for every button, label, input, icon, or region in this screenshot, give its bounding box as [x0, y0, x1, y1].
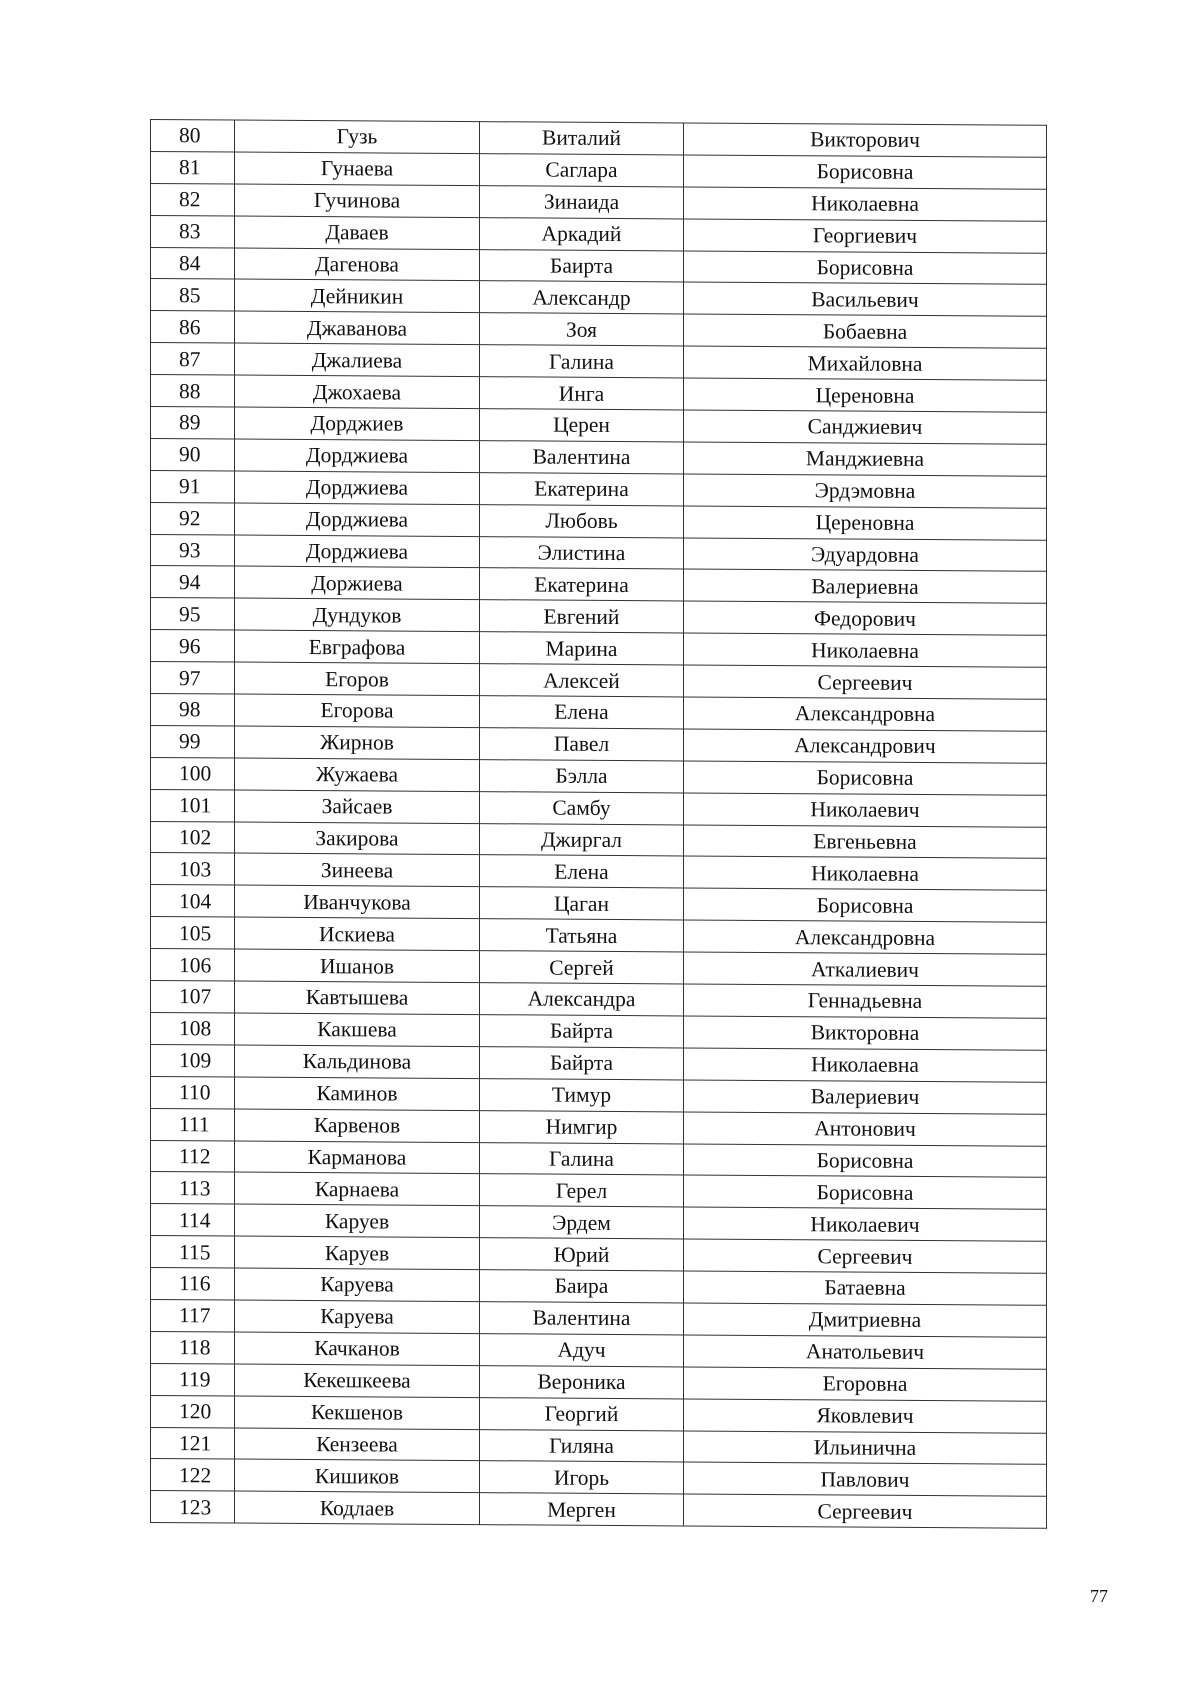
row-number-cell: 99	[151, 725, 235, 757]
last-name-cell: Каруева	[235, 1300, 480, 1333]
patronymic-cell: Павлович	[684, 1462, 1047, 1496]
patronymic-cell: Георгиевич	[684, 219, 1047, 253]
last-name-cell: Закирова	[235, 822, 480, 855]
last-name-cell: Дорджиева	[235, 503, 480, 536]
first-name-cell: Нимгир	[480, 1110, 684, 1143]
row-number-cell: 101	[151, 789, 235, 821]
row-number-cell: 97	[151, 662, 235, 694]
patronymic-cell: Николаевна	[684, 1048, 1047, 1082]
row-number-cell: 119	[151, 1363, 235, 1395]
patronymic-cell: Эдуардовна	[684, 538, 1047, 572]
patronymic-cell: Егоровна	[684, 1367, 1047, 1401]
last-name-cell: Зайсаев	[235, 790, 480, 823]
patronymic-cell: Батаевна	[684, 1271, 1047, 1305]
patronymic-cell: Борисовна	[684, 1175, 1047, 1209]
last-name-cell: Каруев	[235, 1204, 480, 1237]
first-name-cell: Джиргал	[480, 823, 684, 856]
row-number-cell: 123	[151, 1491, 235, 1523]
row-number-cell: 89	[151, 407, 235, 439]
first-name-cell: Игорь	[480, 1461, 684, 1494]
row-number-cell: 121	[151, 1427, 235, 1459]
row-number-cell: 105	[151, 917, 235, 949]
last-name-cell: Егоров	[235, 662, 480, 695]
patronymic-cell: Цереновна	[684, 506, 1047, 540]
first-name-cell: Зинаида	[480, 185, 684, 218]
row-number-cell: 102	[151, 821, 235, 853]
first-name-cell: Георгий	[480, 1397, 684, 1430]
patronymic-cell: Яковлевич	[684, 1399, 1047, 1433]
patronymic-cell: Борисовна	[684, 761, 1047, 795]
row-number-cell: 84	[151, 247, 235, 279]
first-name-cell: Байрта	[480, 1015, 684, 1048]
first-name-cell: Екатерина	[480, 472, 684, 505]
first-name-cell: Гиляна	[480, 1429, 684, 1462]
last-name-cell: Дундуков	[235, 598, 480, 631]
last-name-cell: Кавтышева	[235, 981, 480, 1014]
first-name-cell: Юрий	[480, 1238, 684, 1271]
row-number-cell: 120	[151, 1395, 235, 1427]
last-name-cell: Иванчукова	[235, 885, 480, 918]
last-name-cell: Кишиков	[235, 1459, 480, 1492]
first-name-cell: Алексей	[480, 664, 684, 697]
first-name-cell: Екатерина	[480, 568, 684, 601]
last-name-cell: Дейникин	[235, 279, 480, 312]
row-number-cell: 80	[151, 120, 235, 152]
patronymic-cell: Васильевич	[684, 282, 1047, 316]
first-name-cell: Аркадий	[480, 217, 684, 250]
first-name-cell: Адуч	[480, 1333, 684, 1366]
first-name-cell: Александр	[480, 281, 684, 314]
first-name-cell: Баирта	[480, 249, 684, 282]
patronymic-cell: Викторовна	[684, 1016, 1047, 1050]
last-name-cell: Дорджиева	[235, 471, 480, 504]
last-name-cell: Карвенов	[235, 1109, 480, 1142]
last-name-cell: Карманова	[235, 1141, 480, 1174]
last-name-cell: Дорджиева	[235, 535, 480, 568]
patronymic-cell: Александровна	[684, 920, 1047, 954]
page-number: 77	[1090, 1586, 1108, 1606]
last-name-cell: Джалиева	[235, 343, 480, 376]
first-name-cell: Саглара	[480, 154, 684, 187]
row-number-cell: 113	[151, 1172, 235, 1204]
last-name-cell: Дагенова	[235, 248, 480, 281]
first-name-cell: Инга	[480, 377, 684, 410]
patronymic-cell: Аткалиевич	[684, 952, 1047, 986]
last-name-cell: Кекешкеева	[235, 1364, 480, 1397]
first-name-cell: Элистина	[480, 536, 684, 569]
last-name-cell: Каруева	[235, 1268, 480, 1301]
first-name-cell: Вероника	[480, 1365, 684, 1398]
row-number-cell: 95	[151, 598, 235, 630]
patronymic-cell: Викторович	[684, 123, 1047, 157]
first-name-cell: Евгений	[480, 600, 684, 633]
last-name-cell: Качканов	[235, 1332, 480, 1365]
row-number-cell: 122	[151, 1459, 235, 1491]
patronymic-cell: Михайловна	[684, 346, 1047, 380]
patronymic-cell: Федорович	[684, 601, 1047, 635]
first-name-cell: Сергей	[480, 951, 684, 984]
first-name-cell: Байрта	[480, 1046, 684, 1079]
first-name-cell: Цаган	[480, 887, 684, 920]
patronymic-cell: Валериевич	[684, 1080, 1047, 1114]
row-number-cell: 100	[151, 757, 235, 789]
patronymic-cell: Николаевна	[684, 856, 1047, 890]
last-name-cell: Кензеева	[235, 1428, 480, 1461]
patronymic-cell: Евгеньевна	[684, 825, 1047, 859]
row-number-cell: 107	[151, 981, 235, 1013]
row-number-cell: 109	[151, 1044, 235, 1076]
first-name-cell: Валентина	[480, 441, 684, 474]
row-number-cell: 83	[151, 215, 235, 247]
first-name-cell: Тимур	[480, 1078, 684, 1111]
last-name-cell: Карнаева	[235, 1172, 480, 1205]
patronymic-cell: Валериевна	[684, 569, 1047, 603]
row-number-cell: 98	[151, 694, 235, 726]
patronymic-cell: Александрович	[684, 729, 1047, 763]
last-name-cell: Каруев	[235, 1236, 480, 1269]
row-number-cell: 115	[151, 1236, 235, 1268]
row-number-cell: 117	[151, 1299, 235, 1331]
first-name-cell: Эрдем	[480, 1206, 684, 1239]
last-name-cell: Кодлаев	[235, 1491, 480, 1524]
row-number-cell: 87	[151, 343, 235, 375]
patronymic-cell: Манджиевна	[684, 442, 1047, 476]
row-number-cell: 103	[151, 853, 235, 885]
patronymic-cell: Санджиевич	[684, 410, 1047, 444]
last-name-cell: Жирнов	[235, 726, 480, 759]
row-number-cell: 96	[151, 630, 235, 662]
first-name-cell: Бэлла	[480, 759, 684, 792]
last-name-cell: Зинеева	[235, 854, 480, 887]
last-name-cell: Джаванова	[235, 311, 480, 344]
patronymic-cell: Бобаевна	[684, 314, 1047, 348]
first-name-cell: Александра	[480, 983, 684, 1016]
patronymic-cell: Сергеевич	[684, 1239, 1047, 1273]
patronymic-cell: Борисовна	[684, 1143, 1047, 1177]
last-name-cell: Дорджиев	[235, 407, 480, 440]
row-number-cell: 92	[151, 502, 235, 534]
last-name-cell: Гучинова	[235, 184, 480, 217]
row-number-cell: 118	[151, 1331, 235, 1363]
row-number-cell: 91	[151, 470, 235, 502]
last-name-cell: Джохаева	[235, 375, 480, 408]
row-number-cell: 94	[151, 566, 235, 598]
last-name-cell: Дорджиева	[235, 439, 480, 472]
row-number-cell: 85	[151, 279, 235, 311]
first-name-cell: Церен	[480, 409, 684, 442]
first-name-cell: Елена	[480, 855, 684, 888]
last-name-cell: Ишанов	[235, 949, 480, 982]
patronymic-cell: Сергеевич	[684, 665, 1047, 699]
first-name-cell: Елена	[480, 696, 684, 729]
row-number-cell: 90	[151, 438, 235, 470]
last-name-cell: Кальдинова	[235, 1045, 480, 1078]
first-name-cell: Виталий	[480, 122, 684, 155]
row-number-cell: 112	[151, 1140, 235, 1172]
first-name-cell: Валентина	[480, 1302, 684, 1335]
patronymic-cell: Ильинична	[684, 1430, 1047, 1464]
first-name-cell: Галина	[480, 345, 684, 378]
patronymic-cell: Николаевич	[684, 1207, 1047, 1241]
last-name-cell: Егорова	[235, 694, 480, 727]
row-number-cell: 88	[151, 375, 235, 407]
patronymic-cell: Борисовна	[684, 251, 1047, 285]
patronymic-cell: Николаевна	[684, 633, 1047, 667]
last-name-cell: Каминов	[235, 1077, 480, 1110]
names-table	[150, 119, 1047, 1529]
first-name-cell: Зоя	[480, 313, 684, 346]
patronymic-cell: Цереновна	[684, 378, 1047, 412]
last-name-cell: Евграфова	[235, 630, 480, 663]
row-number-cell: 93	[151, 534, 235, 566]
last-name-cell: Кекшенов	[235, 1396, 480, 1429]
row-number-cell: 110	[151, 1076, 235, 1108]
first-name-cell: Самбу	[480, 791, 684, 824]
last-name-cell: Жужаева	[235, 758, 480, 791]
first-name-cell: Галина	[480, 1142, 684, 1175]
row-number-cell: 81	[151, 151, 235, 183]
last-name-cell: Доржиева	[235, 567, 480, 600]
patronymic-cell: Эрдэмовна	[684, 474, 1047, 508]
first-name-cell: Герел	[480, 1174, 684, 1207]
row-number-cell: 106	[151, 949, 235, 981]
first-name-cell: Мерген	[480, 1493, 684, 1526]
patronymic-cell: Анатольевич	[684, 1335, 1047, 1369]
patronymic-cell: Борисовна	[684, 155, 1047, 189]
first-name-cell: Любовь	[480, 504, 684, 537]
row-number-cell: 86	[151, 311, 235, 343]
row-number-cell: 116	[151, 1268, 235, 1300]
table-row	[151, 1491, 1047, 1529]
patronymic-cell: Геннадьевна	[684, 984, 1047, 1018]
patronymic-cell: Борисовна	[684, 888, 1047, 922]
patronymic-cell: Николаевич	[684, 793, 1047, 827]
last-name-cell: Гунаева	[235, 152, 480, 185]
patronymic-cell: Александровна	[684, 697, 1047, 731]
row-number-cell: 104	[151, 885, 235, 917]
patronymic-cell: Николаевна	[684, 187, 1047, 221]
first-name-cell: Баира	[480, 1270, 684, 1303]
patronymic-cell: Дмитриевна	[684, 1303, 1047, 1337]
first-name-cell: Марина	[480, 632, 684, 665]
first-name-cell: Татьяна	[480, 919, 684, 952]
row-number-cell: 82	[151, 183, 235, 215]
patronymic-cell: Антонович	[684, 1112, 1047, 1146]
first-name-cell: Павел	[480, 728, 684, 761]
row-number-cell: 108	[151, 1012, 235, 1044]
names-table-body	[151, 120, 1047, 1529]
last-name-cell: Даваев	[235, 216, 480, 249]
row-number-cell: 111	[151, 1108, 235, 1140]
patronymic-cell: Сергеевич	[684, 1494, 1047, 1528]
last-name-cell: Гузь	[235, 120, 480, 153]
last-name-cell: Искиева	[235, 917, 480, 950]
row-number-cell: 114	[151, 1204, 235, 1236]
last-name-cell: Какшева	[235, 1013, 480, 1046]
